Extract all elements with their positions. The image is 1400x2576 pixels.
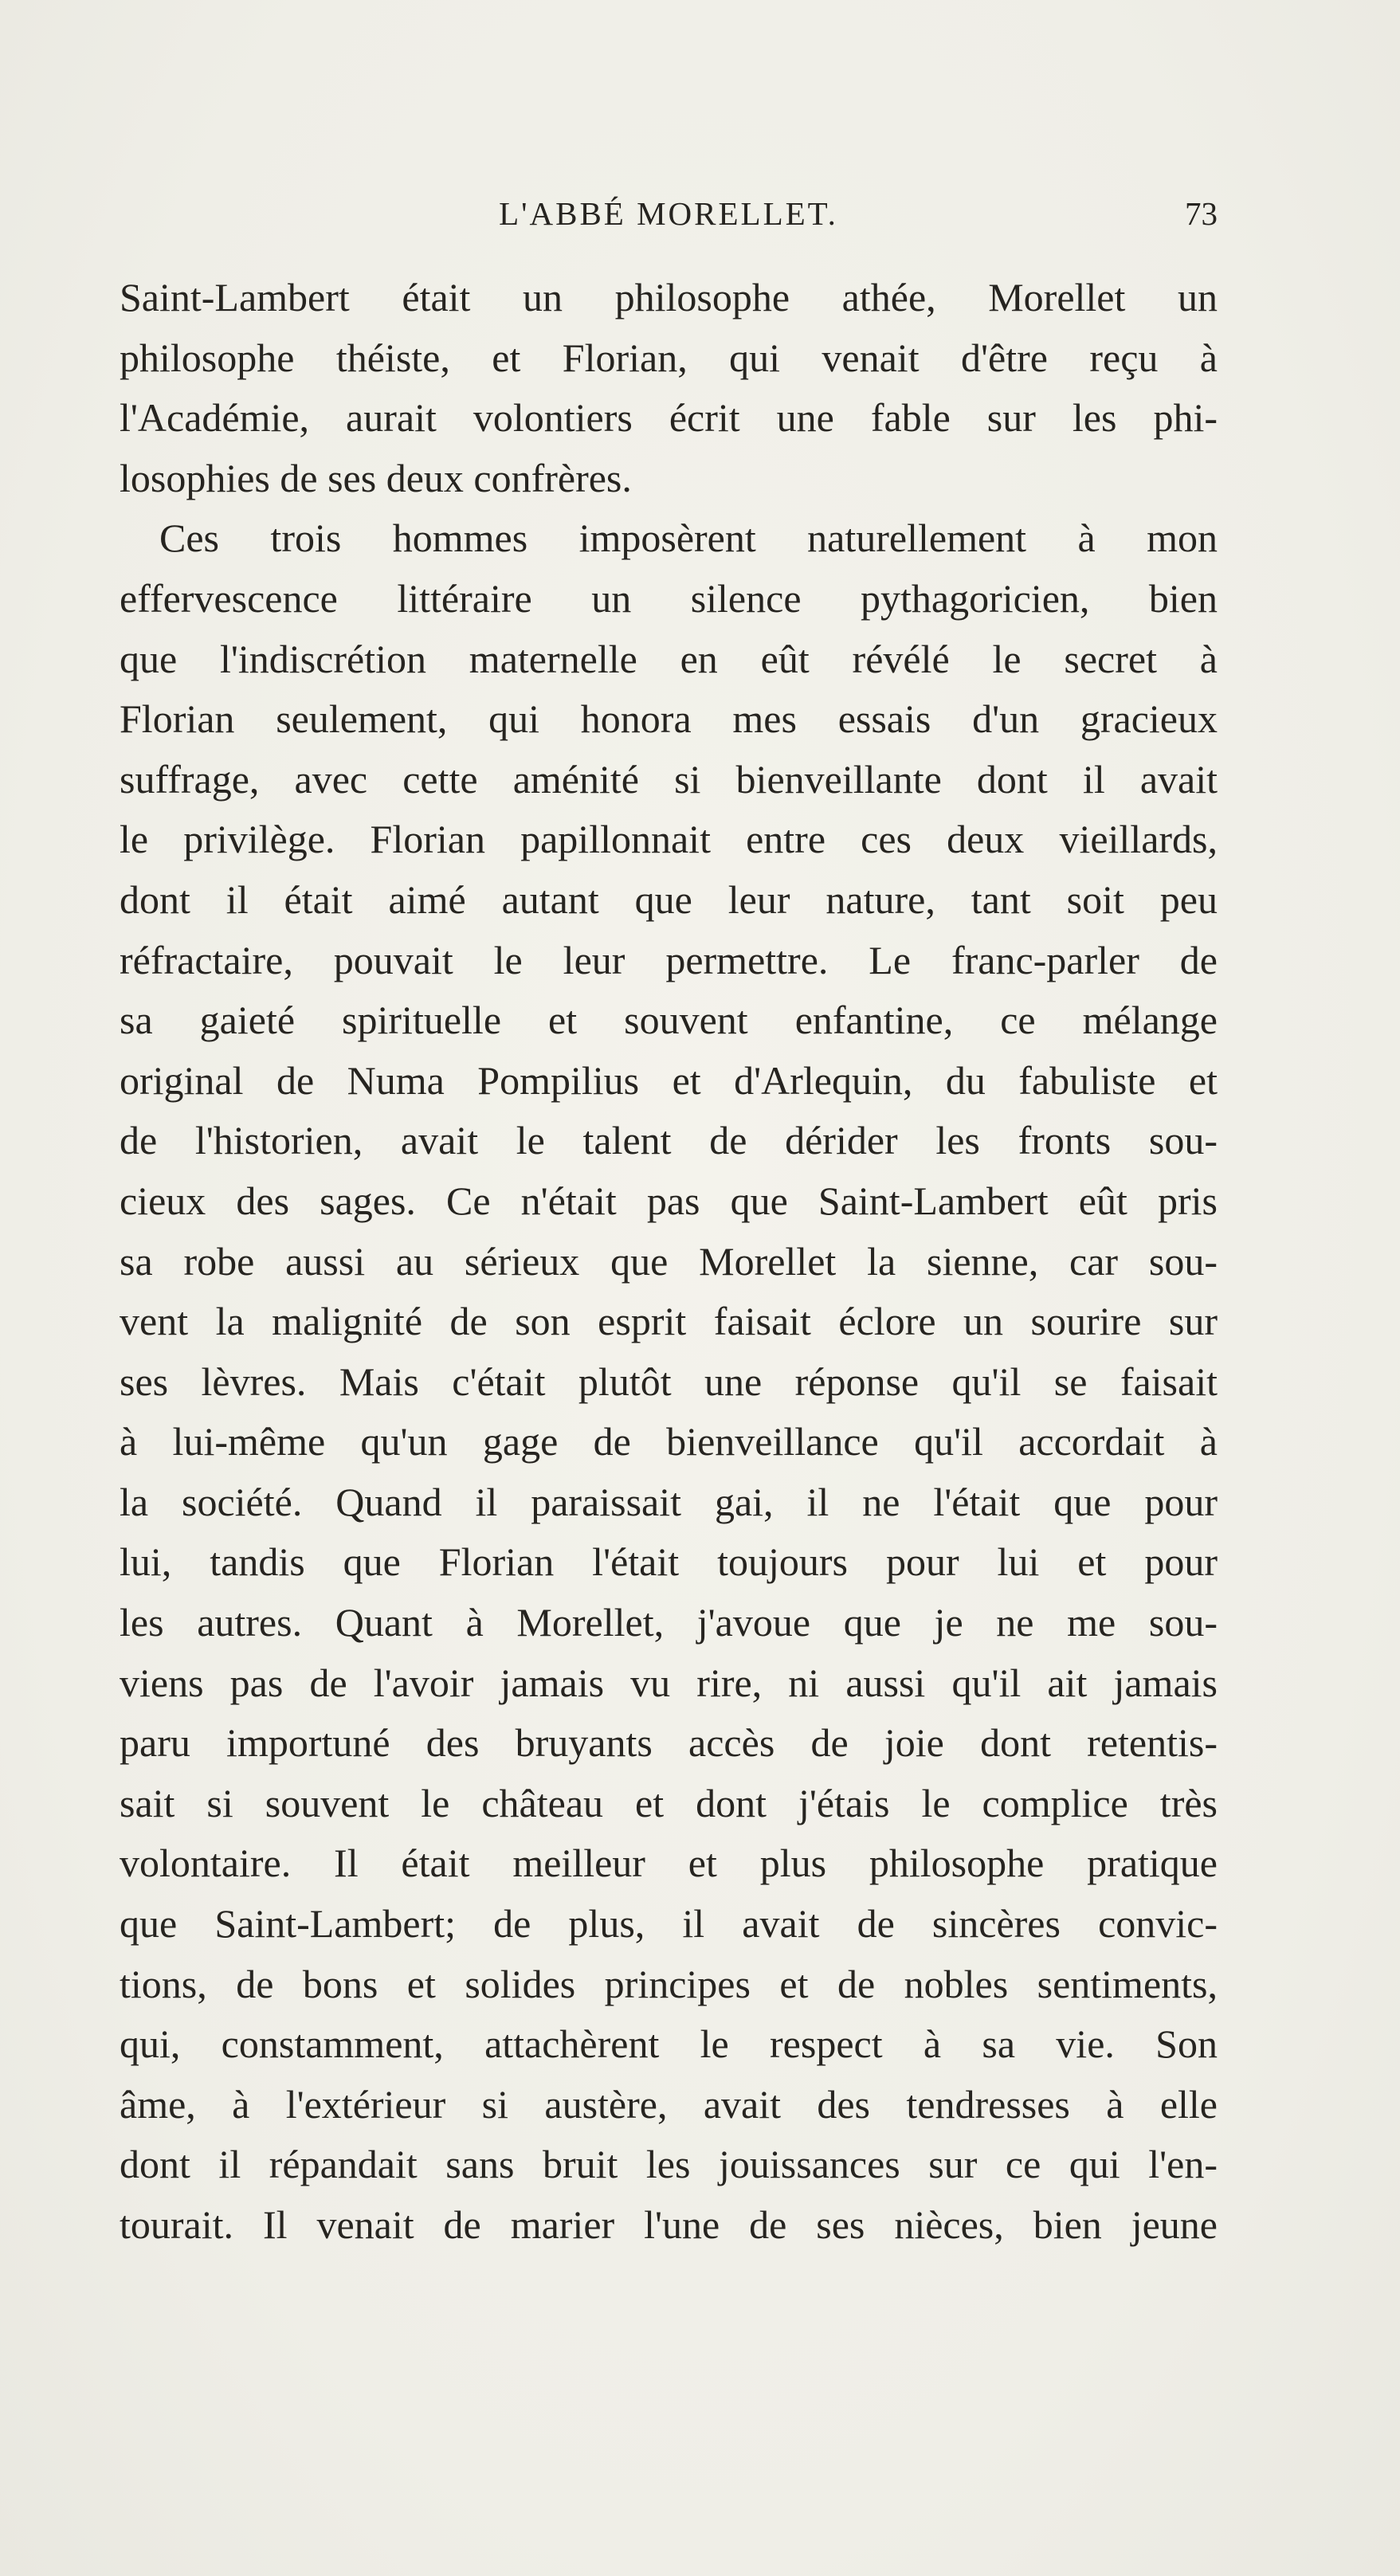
text-line: ses lèvres. Mais c'était plutôt une réponse qu'il se faisait: [120, 1359, 1218, 1404]
text-line: Saint-Lambert était un philosophe athée, Morellet un: [120, 275, 1218, 320]
text-line: sait si souvent le château et dont j'étais le complice très: [120, 1780, 1218, 1825]
text-line: l'Académie, aurait volontiers écrit une fable sur les phi-: [120, 395, 1218, 441]
page-number: 73: [1185, 195, 1218, 232]
text-line: Florian seulement, qui honora mes essais d'un gracieux: [120, 696, 1218, 742]
text-line: que l'indiscrétion maternelle en eût révélé le secret à: [120, 636, 1218, 681]
text-line: vent la malignité de son esprit faisait éclore un sourire sur: [120, 1299, 1218, 1344]
text-line: qui, constamment, attachèrent le respect à sa vie. Son: [120, 2021, 1218, 2067]
running-head: [120, 190, 1218, 237]
text-line: sa gaieté spirituelle et souvent enfantine, ce mélange: [120, 998, 1218, 1043]
text-line: âme, à l'extérieur si austère, avait des tendresses à elle: [120, 2081, 1218, 2127]
text-line: paru importuné des bruyants accès de joie dont retentis-: [120, 1720, 1218, 1766]
text-line: volontaire. Il était meilleur et plus philosophe pratique: [120, 1841, 1218, 1886]
text-line: viens pas de l'avoir jamais vu rire, ni aussi qu'il ait jamais: [120, 1660, 1218, 1705]
text-line: que Saint-Lambert; de plus, il avait de sincères convic-: [120, 1901, 1218, 1947]
text-line: à lui-même qu'un gage de bienveillance qu'il accordait à: [120, 1419, 1218, 1464]
text-line: la société. Quand il paraissait gai, il ne l'était que pour: [120, 1479, 1218, 1524]
text-line: tourait. Il venait de marier l'une de ses nièces, bien jeune: [120, 2202, 1218, 2247]
text-line: philosophe théiste, et Florian, qui venait d'être reçu à: [120, 335, 1218, 380]
body-text: [120, 268, 1218, 2256]
text-line: original de Numa Pompilius et d'Arlequin, du fabuliste et: [120, 1057, 1218, 1103]
paragraph-first-line: Ces trois hommes imposèrent naturellement à mon: [159, 516, 1218, 561]
text-line: lui, tandis que Florian l'était toujours pour lui et pour: [120, 1539, 1218, 1585]
text-line: de l'historien, avait le talent de dérider les fronts sou-: [120, 1118, 1218, 1163]
text-line: dont il répandait sans bruit les jouissances sur ce qui l'en-: [120, 2142, 1218, 2187]
text-line: cieux des sages. Ce n'était pas que Saint-Lambert eût pris: [120, 1178, 1218, 1223]
text-line: suffrage, avec cette aménité si bienveillante dont il avait: [120, 756, 1218, 802]
text-line: losophies de ses deux confrères.: [120, 455, 632, 500]
text-line: les autres. Quant à Morellet, j'avoue que je ne me sou-: [120, 1600, 1218, 1645]
text-line: réfractaire, pouvait le leur permettre. Le franc-parler de: [120, 937, 1218, 982]
text-line: le privilège. Florian papillonnait entre ces deux vieillards,: [120, 817, 1218, 862]
text-line: sa robe aussi au sérieux que Morellet la sienne, car sou-: [120, 1238, 1218, 1284]
text-line: effervescence littéraire un silence pythagoricien, bien: [120, 575, 1218, 621]
running-title: L'ABBÉ MORELLET.: [499, 195, 838, 232]
text-line: dont il était aimé autant que leur nature, tant soit peu: [120, 876, 1218, 922]
text-line: tions, de bons et solides principes et de nobles sentiments,: [120, 1961, 1218, 2006]
